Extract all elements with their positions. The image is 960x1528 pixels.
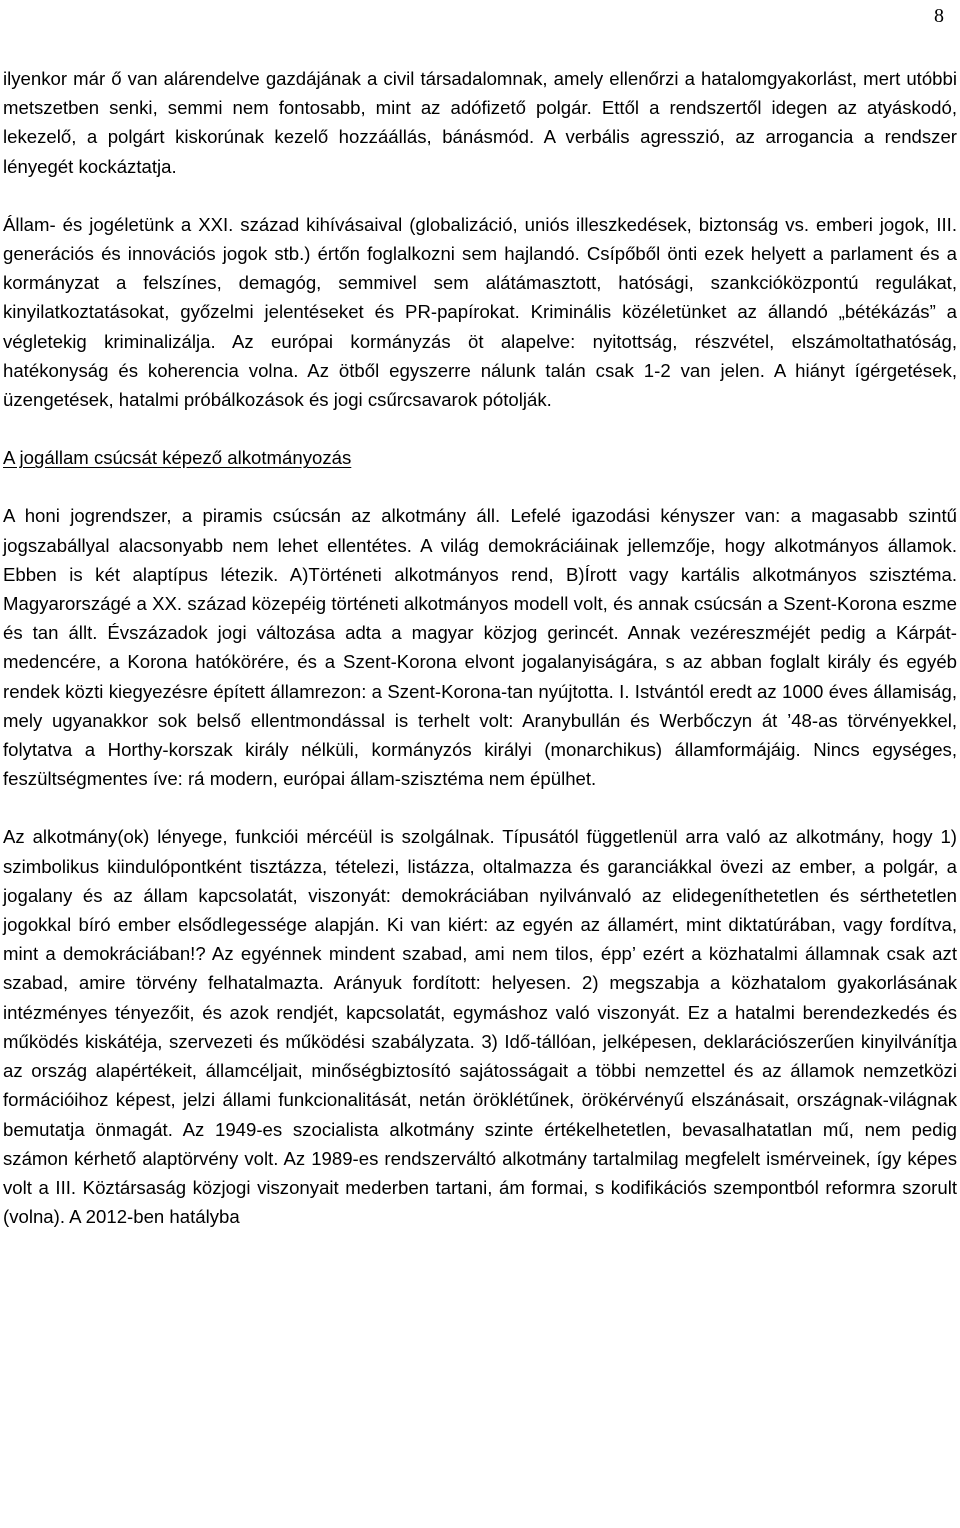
paragraph-4: Az alkotmány(ok) lényege, funkciói mércéül is szolgálnak. Típusától függetlenül arra való az alkotmány, hogy 1) szimbolikus kiindulópontként tisztázza, tételezi, listázza, oltalmazza és garanciákkal övezi az ember, a polgár, a jogalany és az állam kapcsolatát, viszonyát: demokráciában nyilvánvaló az elidegeníthetetlen és sérthetetlen jogokkal bíró ember elsődlegessége alapján. Ki van kiért: az egyén az államért, mint diktatúrában, vagy fordítva, mint a demokráciában!? Az egyénnek mindent szabad, ami nem tilos, épp’ ezért a közhatalmi államnak csak azt szabad, amire törvény felhatalmazta. Arányuk fordított: helyesen. 2) megszabja a közhatalom gyakorlásának intézményes tényezőit, és azok rendjét, kapcsolatát, egymáshoz való viszonyát. Ez a hatalmi berendezkedés és működés kiskátéja, szervezeti és működési szabályzata. 3) Idő-tállóan, jelképesen, deklarációszerűen kinyilvánítja az ország alapértékeit, államcéljait, minőségbiztosító sajátosságait a többi nemzettel és az államok nemzetközi formációihoz képest, jelzi állami funkcionalitását, netán öröklétűnek, örökérvényű elszánásait, országnak-világnak bemutatja önmagát. Az 1949-es szocialista alkotmány szinte értékelhetetlen, bevasalhatatlan mű, nem pedig számon kérhető alaptörvény volt. Az 1989-es rendszerváltó alkotmány tartalmilag megfelelt ismérveinek, így képes volt a III. Köztársaság közjogi viszonyait mederben tartani, ám formai, s kodifikációs szempontból reformra szorult (volna). A 2012-ben hatályba [3,826,957,1228]
paragraph-gap [3,414,957,443]
paragraph-gap [3,472,957,501]
section-heading: A jogállam csúcsát képező alkotmányozás [3,447,352,469]
paragraph-3: A honi jogrendszer, a piramis csúcsán az alkotmány áll. Lefelé igazodási kényszer van: a magasabb szintű jogszabállyal alacsonyabb nem lehet ellentétes. A világ demokráciáinak jellemzője, hogy alkotmányos államok. Ebben is két alaptípus létezik. A)Történeti alkotmányos rend, B)Írott vagy kartális alkotmányos szisztéma. Magyarországé a XX. század közepéig történeti alkotmányos modell volt, és annak csúcsán a Szent-Korona eszme és tan állt. Évszázadok jogi változása adta a magyar közjog gerincét. Annak vezéreszméjét pedig a Kárpát-medencére, a Korona hatókörére, és a Szent-Korona elvont jogalanyiságára, s az abban foglalt király és egyéb rendek közti kiegyezésre épített államrezon: a Szent-Korona-tan nyújtotta. I. Istvántól eredt az 1000 éves államiság, mely ugyanakkor sok belső ellentmondással is terhelt volt: Aranybullán és Werbőczyn át ’48-as törvényekkel, folytatva a Horthy-korszak király nélküli, kormányzós királyi (monarchikus) államformájáig. Nincs egységes, feszültségmentes íve: rá modern, európai állam-szisztéma nem épülhet. [3,505,957,790]
paragraph-gap [3,793,957,822]
paragraph-1: ilyenkor már ő van alárendelve gazdájának a civil társadalomnak, amely ellenőrzi a hatalomgyakorlást, mert utóbbi metszetben senki, semmi nem fontosabb, mint az adófizető polgár. Ettől a rendszertől idegen az atyáskodó, lekezelő, a polgárt kiskorúnak kezelő hozzáállás, bánásmód. A verbális agresszió, az arrogancia a rendszer lényegét kockáztatja. [3,68,957,177]
document-body [3,64,957,1231]
page-number: 8 [934,5,944,27]
paragraph-gap [3,181,957,210]
paragraph-2: Állam- és jogéletünk a XXI. század kihívásaival (globalizáció, uniós illeszkedések, biztonság vs. emberi jogok, III. generációs és innovációs jogok stb.) értőn foglalkozni sem hajlandó. Csípőből önti ezek helyett a parlament és a kormányzat a felszínes, demagóg, semmivel sem alátámasztott, hatósági, szankcióközpontú regulákat, kinyilatkoztatásokat, győzelmi jelentéseket és PR-papírokat. Kriminális közéletünket az állandó „bétékázás” a végletekig kriminalizálja. Az európai kormányzás öt alapelve: nyitottság, részvétel, elszámoltathatóság, hatékonyság és koherencia volna. Az ötből egyszerre nálunk talán csak 1-2 van jelen. A hiányt ígérgetések, üzengetések, hatalmi próbálkozások és jogi csűrcsavarok pótolják. [3,213,957,411]
